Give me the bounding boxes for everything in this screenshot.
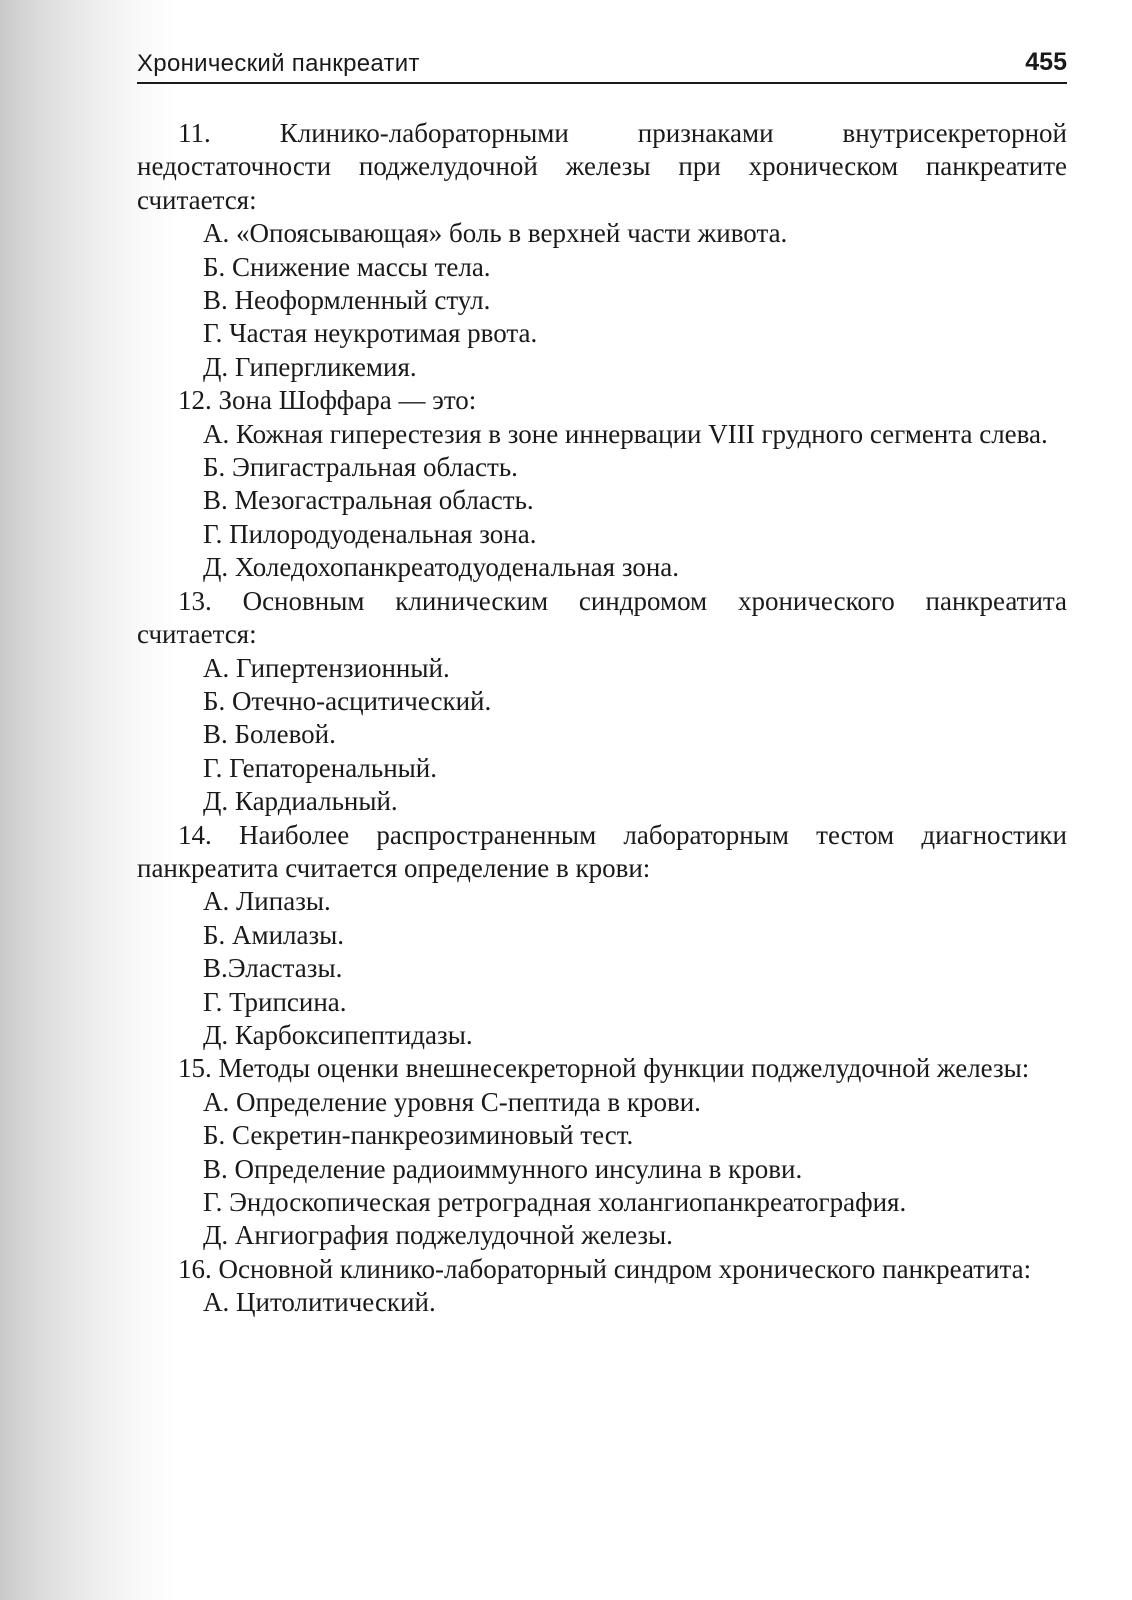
answer-option-a: А. Липазы. xyxy=(203,886,331,917)
question-11 xyxy=(137,117,1067,384)
question-text: 13. Основным клиническим синдромом хронического панкреатита считается: xyxy=(137,585,1067,650)
answer-option-v: В. Определение радиоиммунного инсулина в крови. xyxy=(203,1153,803,1184)
answer-option-g: Г. Трипсина. xyxy=(203,986,347,1017)
answer-option-d: Д. Ангиография поджелудочной железы. xyxy=(203,1220,673,1251)
answer-option-v: В.Эластазы. xyxy=(203,953,343,984)
question-12 xyxy=(137,384,1067,584)
answer-option-b: Б. Секретин-панкреозиминовый тест. xyxy=(203,1120,634,1151)
answer-option-a: А. «Опоясывающая» боль в верхней части живота. xyxy=(203,218,788,249)
page-number: 455 xyxy=(1025,48,1067,76)
answer-option-b: Б. Отечно-асцитический. xyxy=(203,685,492,716)
answer-option-d: Д. Холедохопанкреатодуоденальная зона. xyxy=(203,552,680,583)
answer-option-g: Г. Эндоскопическая ретроградная холангиопанкреатография. xyxy=(203,1187,907,1217)
answer-option-v: В. Мезогастральная область. xyxy=(203,485,534,516)
question-14 xyxy=(137,819,1067,1053)
question-text: 16. Основной клинико-лабораторный синдром хронического панкреатита: xyxy=(178,1253,1032,1284)
answer-option-a: А. Кожная гиперестезия в зоне иннервации VIII грудного сегмента слева. xyxy=(203,418,1048,449)
answer-option-d: Д. Кардиальный. xyxy=(203,786,398,817)
answer-option-v: В. Болевой. xyxy=(203,719,336,750)
question-16 xyxy=(137,1253,1067,1320)
answer-option-g: Г. Пилородуоденальная зона. xyxy=(203,518,537,549)
answer-option-b: Б. Амилазы. xyxy=(203,919,345,950)
answer-option-a: А. Гипертензионный. xyxy=(203,652,450,683)
page-header xyxy=(137,48,1067,84)
answer-option-b: Б. Эпигастральная область. xyxy=(203,452,518,483)
answer-option-d: Д. Гипергликемия. xyxy=(203,351,417,382)
question-text: 14. Наиболее распространенным лабораторным тестом диагностики панкреатита считается определение в крови: xyxy=(137,819,1067,883)
running-title: Хронический панкреатит xyxy=(137,50,420,77)
answer-option-v: В. Неоформленный стул. xyxy=(203,285,491,316)
question-13 xyxy=(137,585,1067,819)
question-text: 12. Зона Шоффара — это: xyxy=(178,385,477,416)
answer-option-a: А. Цитолитический. xyxy=(203,1287,436,1318)
question-15 xyxy=(137,1052,1067,1252)
question-text: 11. Клинико-лабораторными признаками внутрисекреторной недостаточности поджелудочной железы при хроническом панкреатите считается: xyxy=(137,118,1067,215)
answer-option-b: Б. Снижение массы тела. xyxy=(203,251,491,282)
page-content xyxy=(137,117,1067,1320)
answer-option-g: Г. Гепаторенальный. xyxy=(203,752,438,783)
answer-option-d: Д. Карбоксипептидазы. xyxy=(203,1019,473,1050)
answer-option-a: А. Определение уровня С-пептида в крови. xyxy=(203,1086,701,1117)
answer-option-g: Г. Частая неукротимая рвота. xyxy=(203,318,538,349)
question-text: 15. Методы оценки внешнесекреторной функции поджелудочной железы: xyxy=(178,1053,1030,1084)
